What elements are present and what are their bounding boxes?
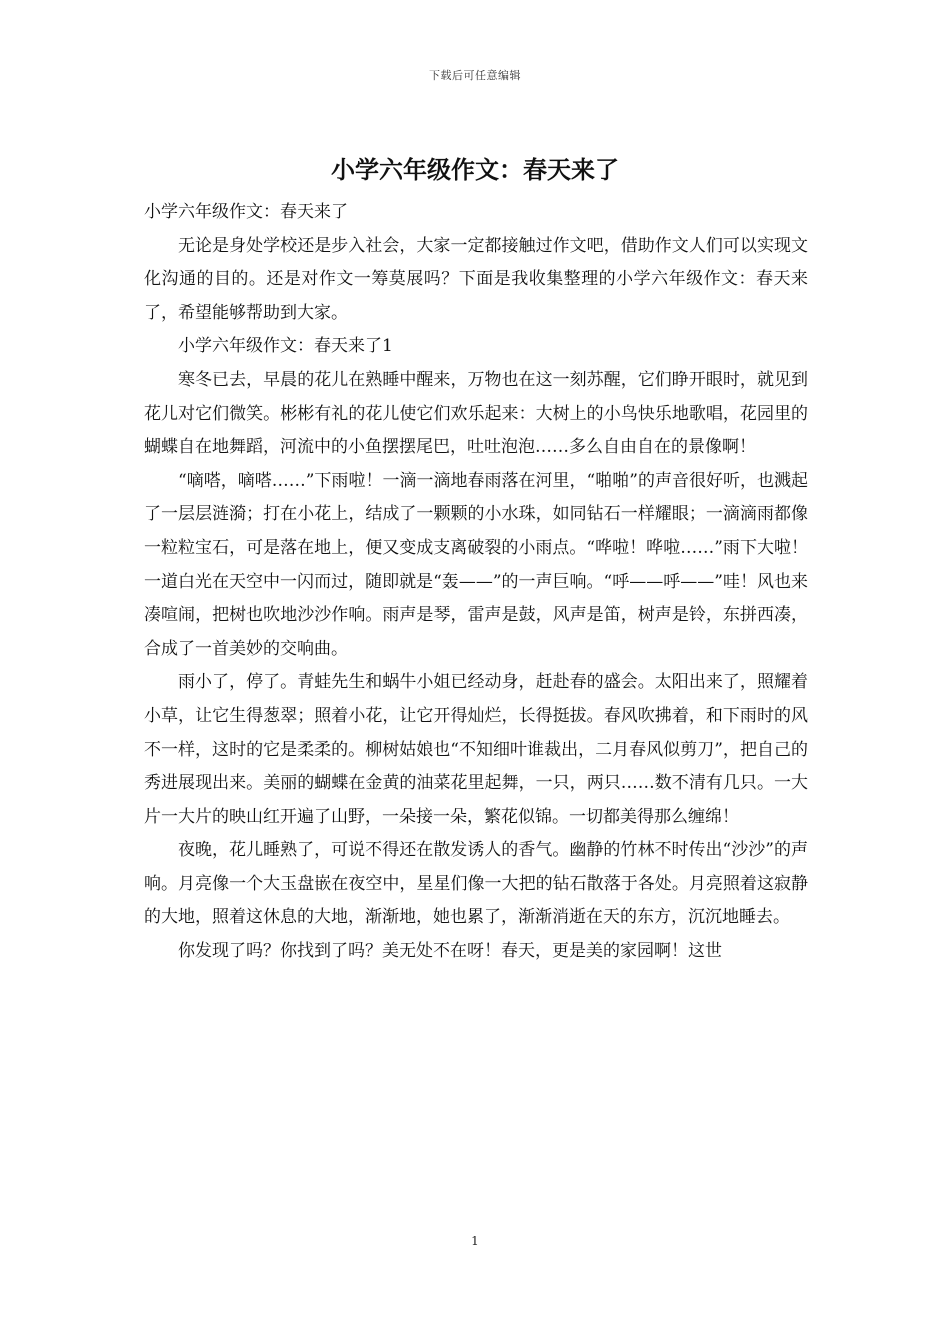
header-note: 下载后可任意编辑: [429, 69, 521, 82]
intro-paragraph: 无论是身处学校还是步入社会，大家一定都接触过作文吧，借助作文人们可以实现文化沟通的目的。还是对作文一筹莫展吗？下面是我收集整理的小学六年级作文：春天来了，希望能够帮助到大家。: [144, 235, 808, 323]
body-paragraph: “嘀嗒，嘀嗒……”下雨啦！一滴一滴地春雨落在河里，“啪啪”的声音很好听，也溅起了一层层涟漪；打在小花上，结成了一颗颗的小水珠，如同钻石一样耀眼；一滴滴雨都像一粒粒宝石，可是落在地上，便又变成支离破裂的小雨点。“哗啦！哗啦……”雨下大啦！一道白光在天空中一闪而过，随即就是“轰——”的一声巨响。“呼——呼——”哇！风也来凑喧闹，把树也吹地沙沙作响。雨声是琴，雷声是鼓，风声是笛，树声是铃，东拼西凑，合成了一首美妙的交响曲。: [144, 470, 808, 659]
body-paragraph: 雨小了，停了。青蛙先生和蜗牛小姐已经动身，赶赴春的盛会。太阳出来了，照耀着小草，让它生得葱翠；照着小花，让它开得灿烂，长得挺拔。春风吹拂着，和下雨时的风不一样，这时的它是柔柔的。柳树姑娘也“不知细叶谁裁出，二月春风似剪刀”，把自己的秀进展现出来。美丽的蝴蝶在金黄的油菜花里起舞，一只，两只……数不清有几只。一大片一大片的映山红开遍了山野，一朵接一朵，繁花似锦。一切都美得那么缠绵！: [144, 672, 808, 827]
section-heading: 小学六年级作文：春天来了1: [178, 336, 393, 357]
body-paragraph: 夜晚，花儿睡熟了，可说不得还在散发诱人的香气。幽静的竹林不时传出“沙沙”的声响。月亮像一个大玉盘嵌在夜空中，星星们像一大把的钻石散落于各处。月亮照着这寂静的大地，照着这休息的大地，渐渐地，她也累了，渐渐消逝在天的东方，沉沉地睡去。: [144, 840, 808, 928]
subtitle-paragraph: 小学六年级作文：春天来了: [144, 202, 348, 222]
body-paragraph: 你发现了吗？你找到了吗？美无处不在呀！春天，更是美的家园啊！这世: [178, 941, 722, 962]
page-number: 1: [471, 1234, 479, 1248]
body-paragraph: 寒冬已去，早晨的花儿在熟睡中醒来，万物也在这一刻苏醒，它们睁开眼时，就见到花儿对它们微笑。彬彬有礼的花儿使它们欢乐起来：大树上的小鸟快乐地歌唱，花园里的蝴蝶自在地舞蹈，河流中的小鱼摆摆尾巴，吐吐泡泡……多么自由自在的景像啊！: [144, 369, 808, 458]
document-title: 小学六年级作文：春天来了: [331, 155, 619, 184]
document-body: [144, 196, 808, 969]
